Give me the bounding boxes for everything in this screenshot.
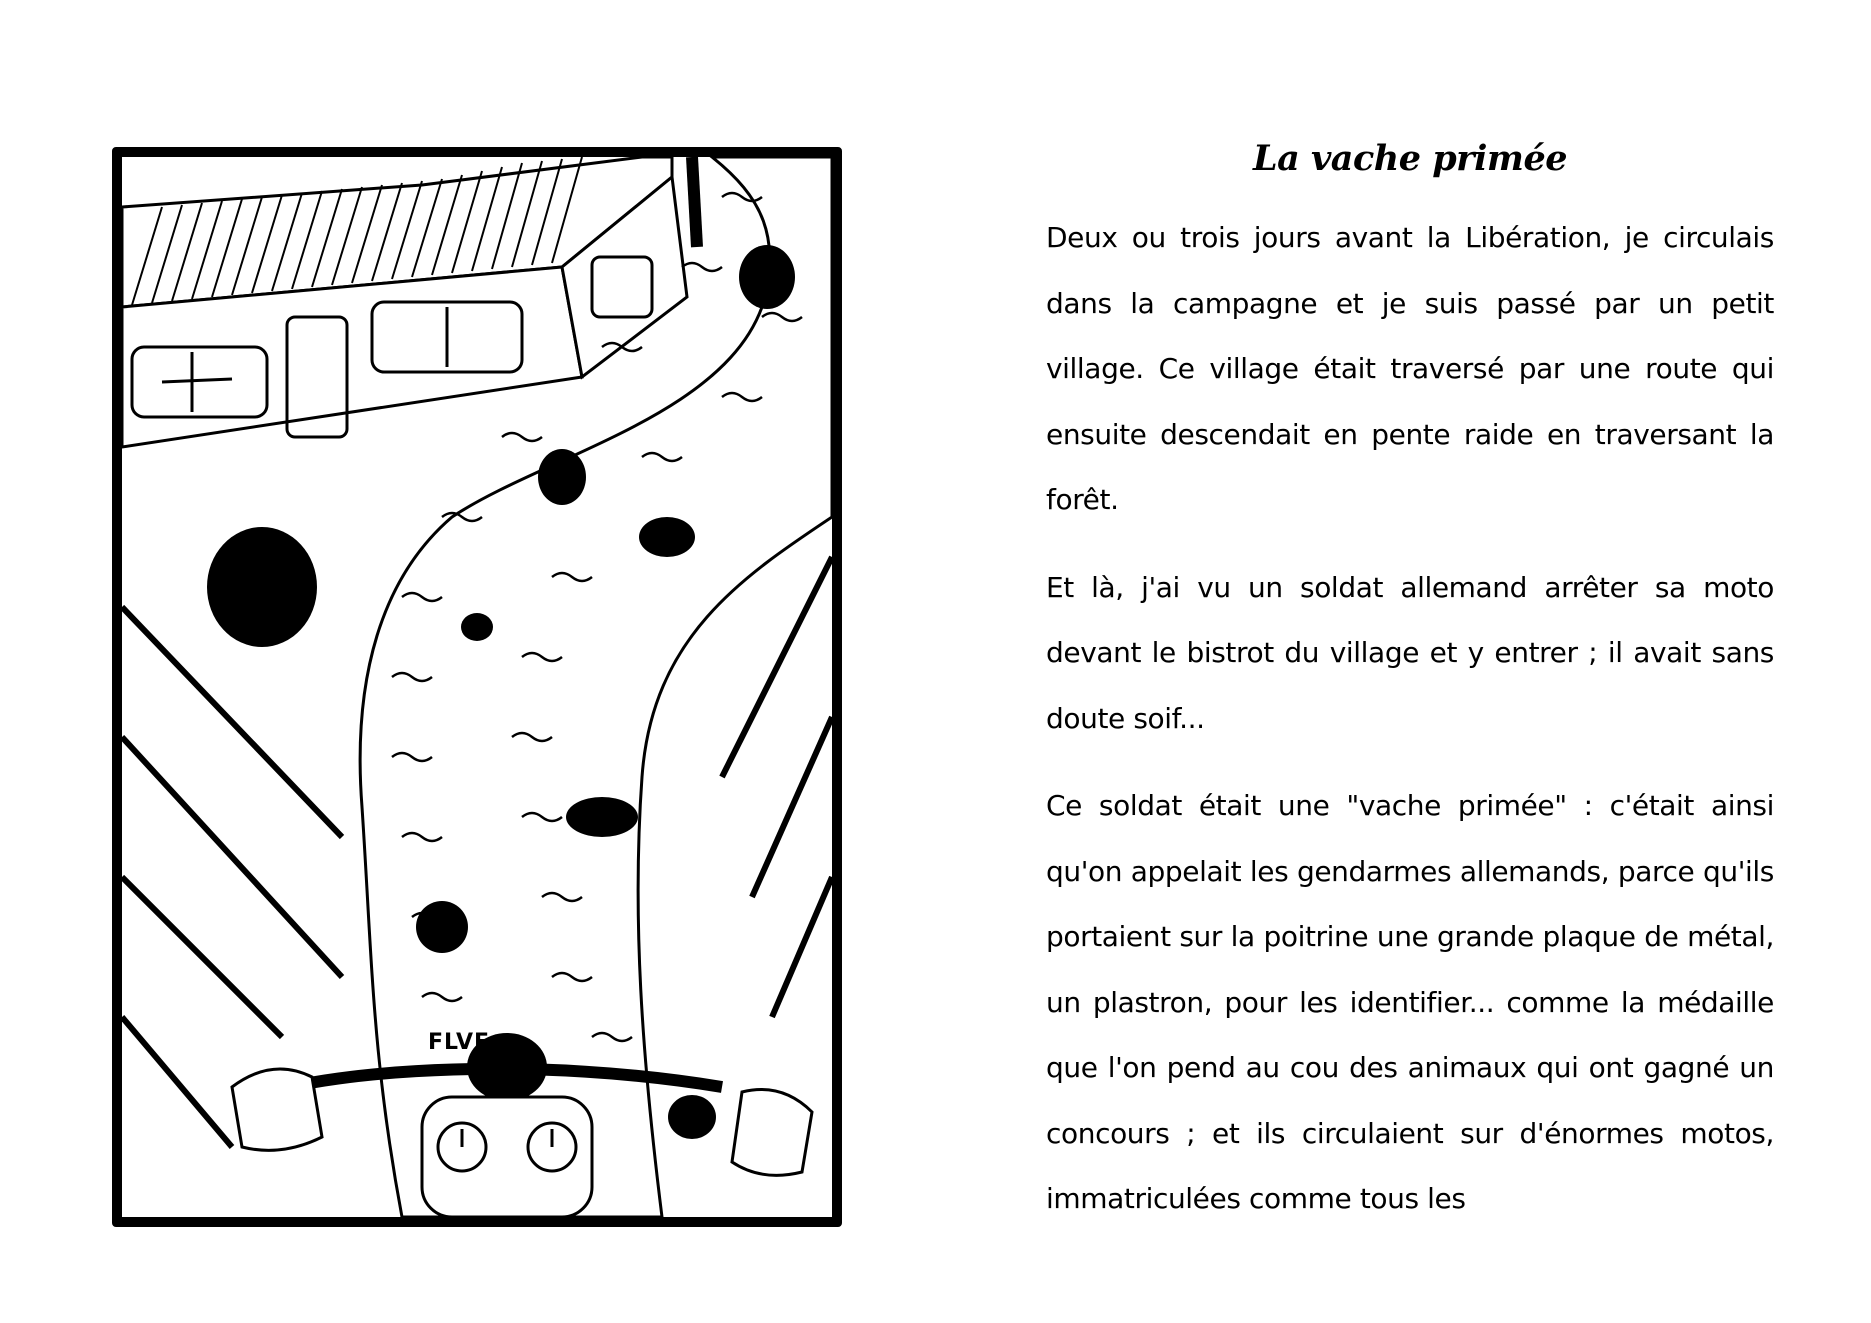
artist-signature: FLVE (428, 1030, 491, 1055)
motorcycle-rider-view-drawing-icon (122, 157, 832, 1217)
article-column (1046, 138, 1774, 1254)
page-title: La vache primée (1253, 138, 1567, 179)
bush-drawing (207, 527, 317, 647)
paragraph-3: Ce soldat était une "vache primée" : c'était ainsi qu'on appelait les gendarmes allemands, parce qu'ils portaient sur la poitrine une grande plaque de métal, un plastron, pour les identifier... comme la médaille que l'on pend au cou des animaux qui ont gagné un concours ; et ils circulaient sur d'énormes motos, immatriculées comme tous les (1046, 789, 1774, 1215)
illustration-frame (112, 147, 842, 1227)
handlebar-drawing (232, 1033, 812, 1217)
trees-left-drawing (122, 607, 342, 1147)
paragraph-2: Et là, j'ai vu un soldat allemand arrêter sa moto devant le bistrot du village et y entrer ; il avait sans doute soif... (1046, 570, 1774, 735)
trees-right-drawing (722, 557, 832, 1017)
paragraph-1: Deux ou trois jours avant la Libération, je circulais dans la campagne et je suis passé par un petit village. Ce village était traversé par une route qui ensuite descendait en pente raide en traversant la forêt. (1046, 221, 1774, 516)
